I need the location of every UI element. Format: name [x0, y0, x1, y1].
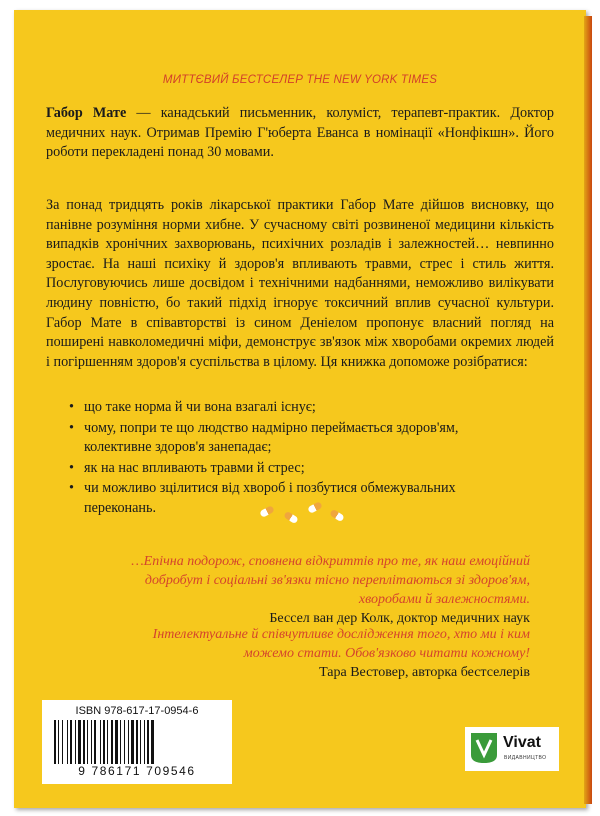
list-item: • чому, попри те що людство надмірно переймається здоров'ям, колективне здоров'я занепадає; — [84, 419, 524, 458]
book-back-cover — [14, 10, 586, 808]
list-item: • чи можливо зцілитися від хвороб і позбутися обмежувальних переконань. — [84, 479, 524, 518]
publisher-subtitle: ВИДАВНИЦТВО — [504, 755, 547, 761]
quote-text: Інтелектуальне й співчутливе дослідження того, хто ми і ким можемо стати. Обов'язково читати кожному! — [152, 627, 530, 661]
vivat-logo-icon — [469, 731, 499, 765]
author-name: Габор Мате — [46, 105, 127, 121]
pill-icon — [259, 505, 275, 518]
pills-ornament — [258, 500, 368, 524]
bestseller-tagline: МИТТЄВИЙ БЕСТСЕЛЕР THE NEW YORK TIMES — [162, 74, 438, 86]
review-quote — [110, 625, 530, 682]
barcode — [42, 700, 232, 784]
pill-icon — [307, 501, 323, 514]
isbn-label: ISBN 978-617-17-0954-6 — [75, 705, 199, 717]
list-item: • що таке норма й чи вона взагалі існує; — [84, 398, 524, 418]
quote-text: …Епічна подорож, сповнена відкриттів про те, як наш емоційний добробут і соціальні зв'язки тісно переплітаються зі здоров'ям, хворобами й залежностями. — [131, 554, 530, 607]
review-quote — [110, 552, 530, 628]
list-item: • як на нас впливають травми й стрес; — [84, 459, 524, 479]
publisher-logo — [465, 727, 559, 771]
book-summary: За понад тридцять років лікарської практики Габор Мате дійшов висновку, що панівне розуміння норми хибне. У сучасному світі розвиненої медицини кількість випадків хронічних захворювань, психічних розладів і залежностей… невпинно зростає. На наші психіку й здоров'я впливають травми, стрес і стиль життя. Послуговуючись лише досвідом і технічними надбаннями, неможливо вилікувати людину повністю, бо такий підхід ігнорує токсичний вплив сучасної культури. Габор Мате в співавторстві із сином Деніелом пропонує власний погляд на поширені навколомедичні міфи, демонструє зв'язок між хворобами окремих людей і погіршенням здоров'я суспільства в цілому. Ця книжка допоможе розібратися: — [46, 197, 554, 370]
barcode-bars-icon — [52, 720, 222, 764]
author-bio-text: — канадський письменник, колуміст, терапевт-практик. Доктор медичних наук. Отримав Премію Г'юберта Еванса в номінації «Нонфікшн». Його роботи перекладені понад 30 мовами. — [46, 105, 554, 161]
author-bio — [46, 104, 554, 163]
spine-edge — [584, 16, 592, 804]
quote-attribution: Тара Вестовер, авторка бестселерів — [319, 665, 530, 680]
pill-icon — [329, 509, 345, 522]
pill-icon — [283, 511, 299, 524]
publisher-name: Vivat — [503, 734, 541, 751]
barcode-digits: 9 786171 709546 — [78, 764, 196, 778]
quote-attribution: Бессел ван дер Колк, доктор медичних наук — [269, 611, 530, 626]
